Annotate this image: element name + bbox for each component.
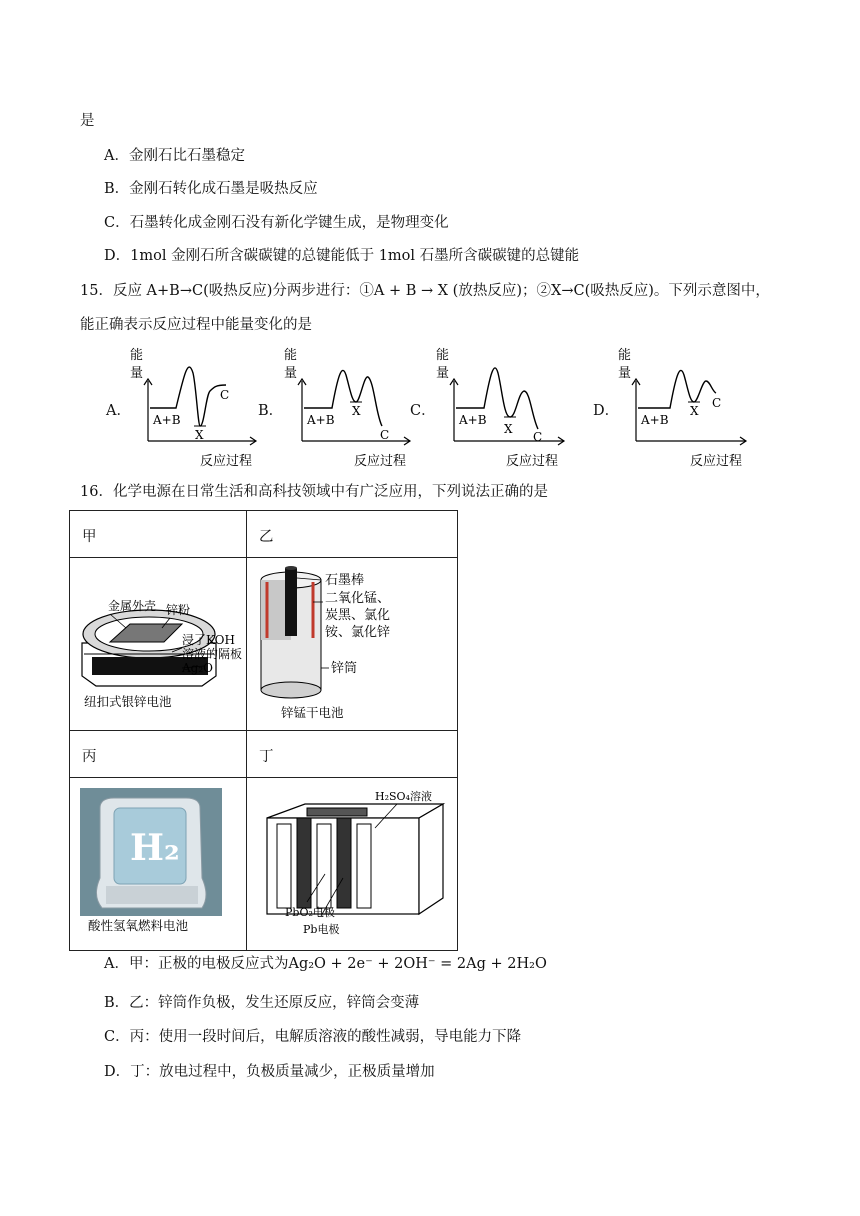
jia-oxide-label: Ag₂O [182,661,213,675]
diagram-d-mid: X [690,404,699,418]
q14-option-c-text: 石墨转化成金刚石没有新化学键生成，是物理变化 [129,215,449,231]
diagram-c-xlabel: 反应过程 [506,454,559,469]
q14-option-a [104,146,245,166]
header-bing: 丙 [82,749,97,765]
q14-option-b-text: 金刚石转化成石墨是吸热反应 [129,181,318,197]
jia-separator-label1: 浸了KOH [182,633,235,647]
cell-yi-figure [247,558,458,731]
diagram-a-end: C [220,388,230,402]
q16-option-b-text: 乙：锌筒作负极，发生还原反应，锌筒会变薄 [129,995,420,1011]
cell-jia-header [70,511,247,558]
q15-diagram-a-option: A． [106,403,131,419]
q14-option-d-label: D． [104,248,131,264]
yi-can-label: 锌筒 [331,661,358,676]
q14-option-c [104,213,449,233]
ding-pb-label: Pb电极 [303,923,340,936]
q15-diagram-c [434,345,569,470]
q16-option-d [104,1062,435,1082]
q15-stem-line1: 15．反应 A+B→C(吸热反应)分两步进行：①A + B → X (放热反应)；②X→C(吸热反应)。下列示意图中， [80,283,770,299]
q14-tail: 是 [80,113,95,129]
yi-mix-label1: 二氧化锰、 [325,591,391,606]
diagram-b-xlabel: 反应过程 [354,454,407,469]
q16-option-c-text: 丙：使用一段时间后，电解质溶液的酸性减弱，导电能力下降 [129,1029,522,1045]
header-ding: 丁 [259,749,274,765]
diagram-d-end: C [712,396,722,410]
header-jia: 甲 [82,529,97,545]
jia-zinc-label: 锌粉 [166,603,191,617]
lead-acid-battery-figure [247,778,457,946]
diagram-d-ylabel2: 量 [618,366,632,381]
diagram-b-start: A+B [307,413,335,427]
q15-diagram-c-option: C． [410,403,436,419]
jia-caption: 纽扣式银锌电池 [84,694,172,709]
cell-yi-header [247,511,458,558]
q16-option-a-text: 甲：正极的电极反应式为Ag₂O + 2e⁻ + 2OH⁻ = 2Ag + 2H₂O [128,956,547,972]
cell-jia-figure [70,558,247,731]
q14-option-b [104,179,318,199]
diagram-c-end: C [533,430,543,444]
q16-stem: 16．化学电源在日常生活和高科技领域中有广泛应用，下列说法正确的是 [80,484,548,500]
yi-rod-label: 石墨棒 [325,573,365,588]
yi-mix-label2: 炭黑、氯化 [325,608,391,623]
diagram-c-ylabel1: 能 [436,348,450,363]
bing-caption: 酸性氢氧燃料电池 [88,918,189,933]
diagram-a-mid: X [195,428,204,442]
q16-option-a [104,954,547,974]
diagram-a-xlabel: 反应过程 [200,454,253,469]
jia-separator-label2: 溶液的隔板 [182,647,243,661]
diagram-a-start: A+B [153,413,181,427]
q14-option-c-label: C． [104,215,130,231]
q16-option-d-text: 丁：放电过程中，负极质量减少，正极质量增加 [130,1064,435,1080]
q14-option-b-label: B． [104,181,130,197]
diagram-a-ylabel2: 量 [130,366,144,381]
q14-option-d [104,246,579,266]
cell-bing-header [70,731,247,778]
q16-option-d-label: D． [104,1064,131,1080]
diagram-d-start: A+B [641,413,669,427]
q15-diagram-d-option: D． [593,403,620,419]
ding-pbo2-label: PbO₂电极 [285,906,335,919]
q15-diagram-d [616,345,751,470]
battery-table [69,510,458,951]
diagram-b-end: C [380,428,390,442]
cell-ding-header [247,731,458,778]
diagram-c-ylabel2: 量 [436,366,450,381]
q16-option-c-label: C． [104,1029,130,1045]
q14-option-d-text: 1mol 金刚石所含碳碳键的总键能低于 1mol 石墨所含碳碳键的总键能 [130,248,580,264]
cell-ding-figure [247,778,458,951]
diagram-d-ylabel1: 能 [618,348,632,363]
dry-cell-battery-figure [247,558,457,726]
q15-diagram-b-option: B． [258,403,284,419]
q16-option-a-label: A． [104,956,129,972]
diagram-c-start: A+B [459,413,487,427]
bing-logo: H₂ [130,827,180,869]
header-yi: 乙 [259,529,274,545]
q15-diagram-b [282,345,412,470]
diagram-b-ylabel2: 量 [284,366,298,381]
yi-caption: 锌锰干电池 [281,705,344,720]
q14-option-a-text: 金刚石比石墨稳定 [128,148,245,164]
yi-mix-label3: 铵、氯化锌 [325,625,391,640]
button-cell-battery-figure [70,558,246,726]
q14-option-a-label: A． [104,148,129,164]
q16-option-b [104,993,419,1013]
diagram-b-ylabel1: 能 [284,348,298,363]
diagram-b-mid: X [352,404,361,418]
q16-option-c [104,1027,521,1047]
jia-shell-label: 金属外壳 [108,599,157,613]
ding-acid-label: H₂SO₄溶液 [375,790,432,803]
diagram-d-xlabel: 反应过程 [690,454,743,469]
cell-bing-figure [70,778,247,951]
q15-diagram-a [128,345,258,470]
fuel-cell-figure [70,778,246,946]
q15-stem-line2: 能正确表示反应过程中能量变化的是 [80,317,312,333]
q16-option-b-label: B． [104,995,130,1011]
diagram-a-ylabel1: 能 [130,348,144,363]
diagram-c-mid: X [504,422,513,436]
